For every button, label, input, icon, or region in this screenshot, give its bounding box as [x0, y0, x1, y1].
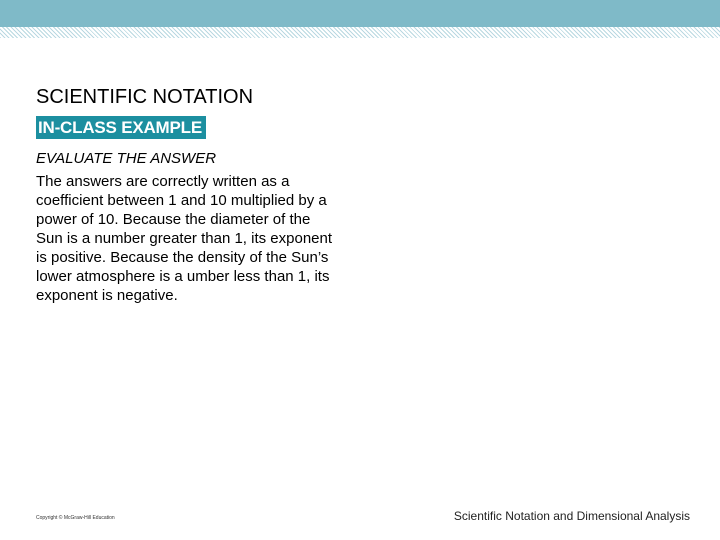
- copyright-notice: Copyright © McGraw-Hill Education: [36, 515, 115, 521]
- body-paragraph: The answers are correctly written as a coefficient between 1 and 10 multiplied by a power of 10. Because the diameter of the Sun is a number greater than 1, its exponent is positive. Because the density of the Sun’s lower atmosphere is a umber less than 1, its exponent is negative.: [36, 173, 333, 304]
- header-bar: [0, 0, 720, 27]
- in-class-example-badge: IN-CLASS EXAMPLE: [36, 116, 206, 139]
- slide-title: SCIENTIFIC NOTATION: [36, 86, 254, 108]
- footer-title: Scientific Notation and Dimensional Analysis: [453, 509, 690, 523]
- header-hatch-pattern: [0, 27, 720, 38]
- section-heading: EVALUATE THE ANSWER: [36, 150, 217, 167]
